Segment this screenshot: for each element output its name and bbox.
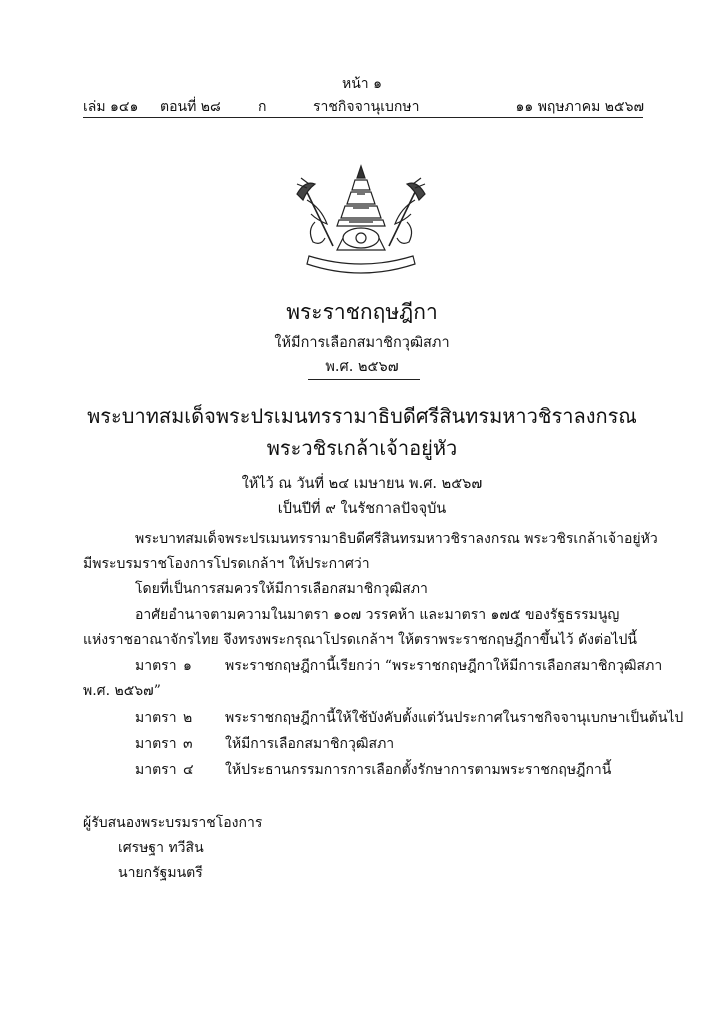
given-date: ให้ไว้ ณ วันที่ ๒๔ เมษายน พ.ศ. ๒๕๖๗ [241, 476, 483, 492]
preamble-paragraph-1-cont: มีพระบรมราชโองการโปรดเกล้าฯ ให้ประกาศว่า [83, 556, 370, 572]
section-number: ตอนที่ ๒๘ [160, 99, 221, 115]
royal-emblem-icon [287, 160, 435, 280]
king-name-line-2: พระวชิรเกล้าเจ้าอยู่หัว [266, 436, 458, 460]
volume-number: เล่ม ๑๔๑ [83, 99, 139, 115]
section-text: พระราชกฤษฎีกานี้ให้ใช้บังคับตั้งแต่วันประกาศในราชกิจจานุเบกษาเป็นต้นไป [225, 710, 684, 726]
decree-subtitle: ให้มีการเลือกสมาชิกวุฒิสภา [274, 335, 450, 351]
publication-date: ๑๑ พฤษภาคม ๒๕๖๗ [515, 99, 644, 115]
preamble-paragraph-3-cont: แห่งราชอาณาจักรไทย จึงทรงพระกรุณาโปรดเกล้าฯ ให้ตราพระราชกฤษฎีกาขึ้นไว้ ดังต่อไปนี้ [83, 632, 638, 648]
section-1-continuation: พ.ศ. ๒๕๖๗” [83, 683, 161, 699]
title-divider [308, 379, 420, 380]
preamble-paragraph-3: อาศัยอำนาจตามความในมาตรา ๑๐๗ วรรคห้า และมาตรา ๑๗๕ ของรัฐธรรมนูญ [135, 607, 620, 623]
section-letter: ก [258, 99, 267, 115]
prime-minister-title: นายกรัฐมนตรี [118, 865, 203, 881]
preamble-paragraph-1: พระบาทสมเด็จพระปรเมนทรรามาธิบดีศรีสินทรมหาวชิราลงกรณ พระวชิรเกล้าเจ้าอยู่หัว [135, 531, 658, 547]
decree-year: พ.ศ. ๒๕๖๗ [325, 359, 399, 375]
section-3 [135, 733, 394, 755]
section-number: ๓ [183, 736, 193, 752]
section-label: มาตรา [135, 762, 177, 778]
section-label: มาตรา [135, 710, 177, 726]
section-number: ๒ [183, 710, 193, 726]
reign-year: เป็นปีที่ ๙ ในรัชกาลปัจจุบัน [277, 501, 447, 517]
section-label: มาตรา [135, 736, 177, 752]
section-text: พระราชกฤษฎีกานี้เรียกว่า “พระราชกฤษฎีกาให้มีการเลือกสมาชิกวุฒิสภา [225, 658, 663, 674]
page-number: หน้า ๑ [342, 76, 382, 92]
section-number: ๑ [183, 658, 192, 674]
publication-name: ราชกิจจานุเบกษา [313, 99, 420, 115]
decree-title: พระราชกฤษฎีกา [286, 300, 438, 324]
header-divider [83, 117, 643, 118]
section-text: ให้ประธานกรรมการการเลือกตั้งรักษาการตามพระราชกฤษฎีกานี้ [225, 762, 612, 778]
section-4 [135, 759, 611, 781]
countersign-heading: ผู้รับสนองพระบรมราชโองการ [83, 815, 263, 831]
section-label: มาตรา [135, 658, 177, 674]
section-text: ให้มีการเลือกสมาชิกวุฒิสภา [225, 736, 395, 752]
prime-minister-name: เศรษฐา ทวีสิน [118, 840, 204, 856]
king-name-line-1: พระบาทสมเด็จพระปรเมนทรรามาธิบดีศรีสินทรมหาวชิราลงกรณ [87, 404, 637, 428]
preamble-paragraph-2: โดยที่เป็นการสมควรให้มีการเลือกสมาชิกวุฒิสภา [135, 581, 428, 597]
section-number: ๔ [183, 762, 194, 778]
section-2 [135, 707, 683, 729]
section-1 [135, 655, 662, 677]
